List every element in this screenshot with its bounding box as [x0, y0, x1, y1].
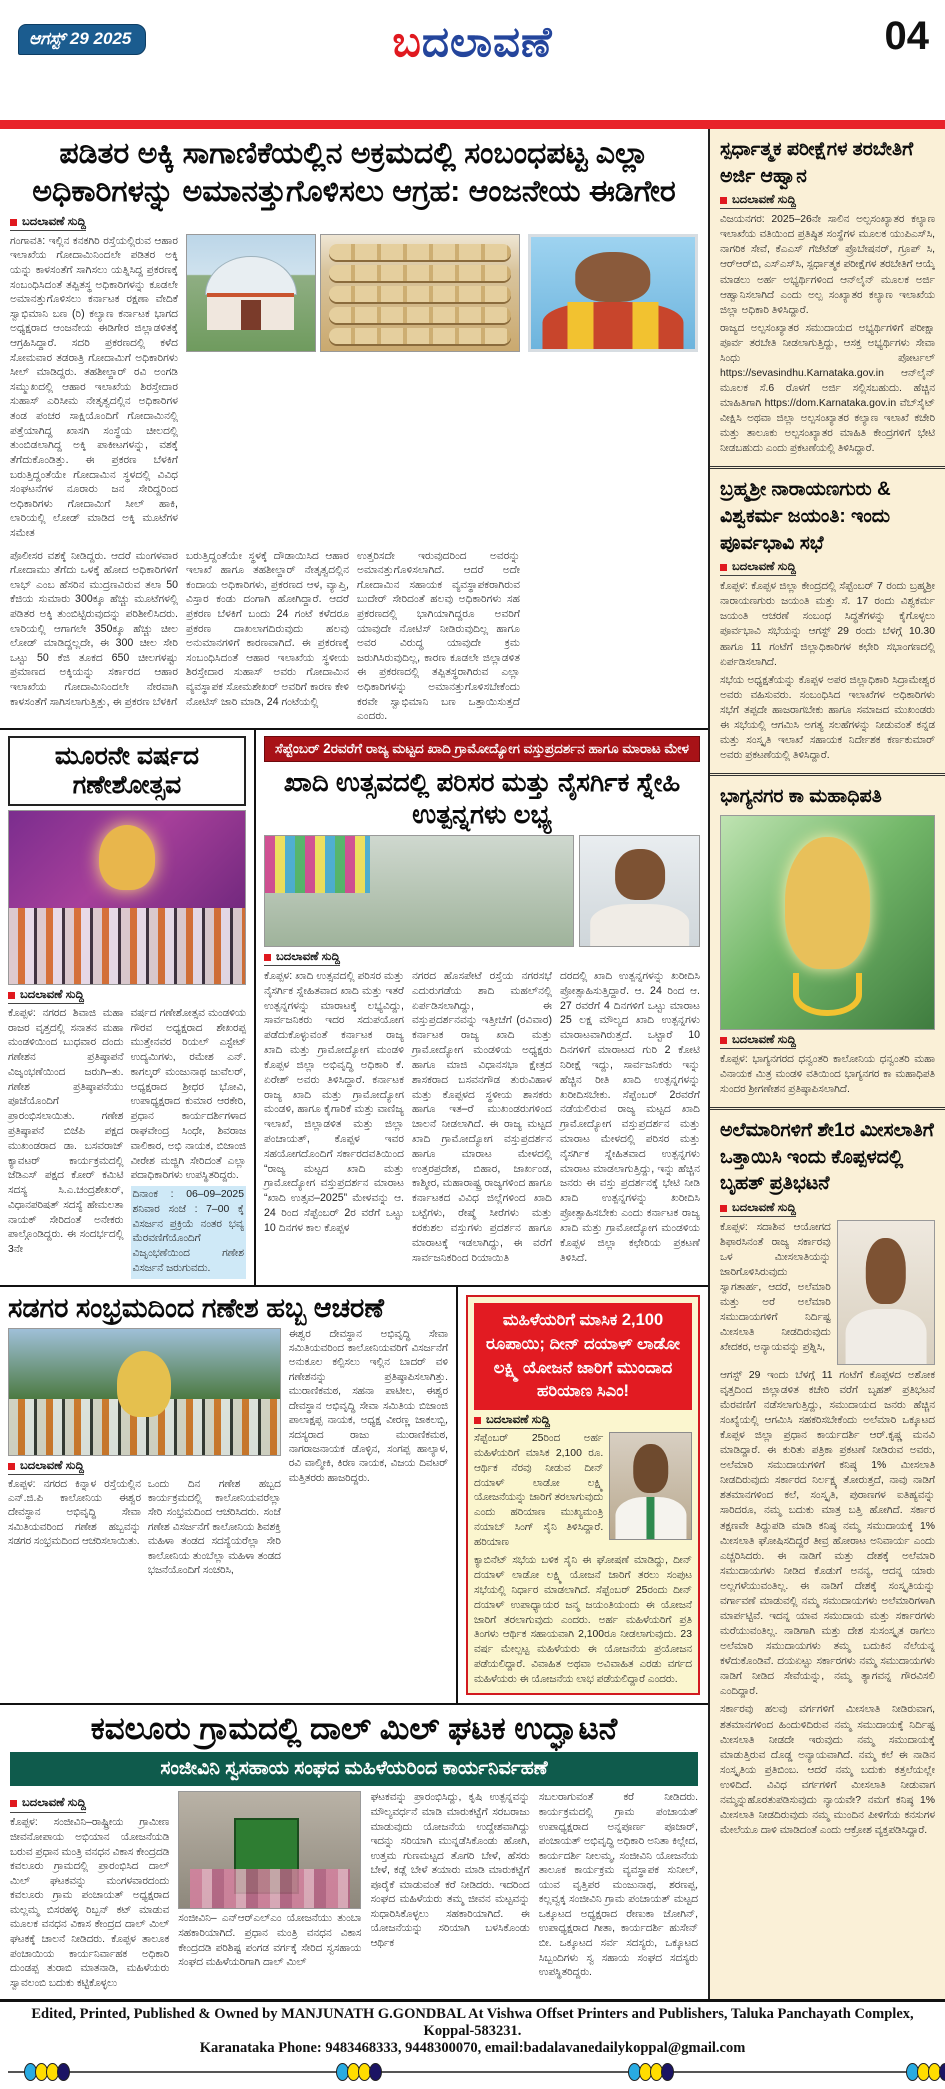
- ladli-headline: ಮಹಿಳೆಯರಿಗೆ ಮಾಸಿಕ 2,100 ರೂಪಾಯಿ; ದೀನ್ ದಯಾಳ್ ಲಾಡೋ ಲಕ್ಷ್ಮಿ ಯೋಜನೆ ಜಾರಿಗೆ ಮುಂದಾದ ಹರಿಯಾಣ ಸಿಎಂ!: [474, 1303, 692, 1411]
- garland-shape: [793, 973, 861, 1016]
- khadi-col-3: ದರದಲ್ಲಿ ಖಾದಿ ಉತ್ಪನ್ನಗಳನ್ನು ಖರೀದಿಸಿ ಪ್ರೋತ್ಸಾಹಿಸುತ್ತಿದ್ದಾರೆ. ಆ. 24 ರಿಂದ ಆ. 27 ರವರೆಗೆ 4 ದಿನಗಳಿಗೆ ಒಟ್ಟು ಮಾರಾಟ 25 ಲಕ್ಷ ಮೌಲ್ಯದ ಖಾದಿ ಉತ್ಪನ್ನಗಳು ಮಾರಾಟವಾಗಿರುತ್ತದೆ. ಒಟ್ಟಾರೆ 10 ದಿನಗಳಿಗೆ ಮಾರಾಟದ ಗುರಿ 2 ಕೋಟಿ ನಿರೀಕ್ಷೆ ಇದ್ದು, ಸಾರ್ವಜನಿಕರು ಇನ್ನು ಹೆಚ್ಚಿನ ರೀತಿ ಖಾದಿ ಉತ್ಪನ್ನಗಳನ್ನು ಖರೀದಿಸಬೇಕು. ಸೆಪ್ಟೆಂಬರ್ 2ರವರೆಗೆ ನಡೆಯಲಿರುವ ರಾಜ್ಯ ಮಟ್ಟದ ಖಾದಿ ಗ್ರಾಮೋದ್ಯೋಗ ವಸ್ತುಪ್ರದರ್ಶನ ಮತ್ತು ಮಾರಾಟ ಮೇಳದಲ್ಲಿ ಪರಿಸರ ಮತ್ತು ನೈಸರ್ಗಿಕ ಸ್ನೇಹಿತವಾದ ಉತ್ಪನ್ನಗಳು ಮಾರಾಟ ಮಾಡಲಾಗುತ್ತಿದ್ದು, ಇನ್ನು ಹೆಚ್ಚಿನ ಜನರು ಈ ವಸ್ತು ಪ್ರದರ್ಶನಕ್ಕೆ ಭೇಟಿ ನೀಡಿ ಖಾದಿ ಉತ್ಪನ್ನಗಳನ್ನು ಖರೀದಿಸಿ ಪ್ರೋತ್ಸಾಹಿಸಬೇಕು ಎಂದು ಕರ್ನಾಟಕ ರಾಜ್ಯ ಖಾದಿ ಮತ್ತು ಗ್ರಾಮೋದ್ಯೋಗ ಮಂಡಳಿಯ ಕೊಪ್ಪಳ ಜಿಲ್ಲಾ ಕಛೇರಿಯ ಪ್ರಕಟಣೆ ತಿಳಿಸಿದೆ.: [560, 969, 700, 1264]
- sadagara-col-2: ಒಂದು ದಿನ ಗಣೇಶ ಹಬ್ಬದ ಕಾರ್ಯಕ್ರಮದಲ್ಲಿ ಕಾಲೋನಿಯವರೆಲ್ಲಾ ಸೇರಿ ಸಂಭ್ರಮದಿಂದ ಆಚರಿಸಿದರು. ಸಂಜೆ ಗಣೇಶ ವಿಸರ್ಜನೆಗೆ ಕಾಲೋನಿಯ ಶಿವಶಕ್ತಿ ಮಹಿಳಾ ತಂಡದ ಸದಸ್ಯೆಯರೆಲ್ಲಾ ಸೇರಿ ಕಾಲೋನಿಯ ತುಂಬೆಲ್ಲಾ ಮಹಿಳಾ ತಂಡದ ಭಜನೆಯೊಂದಿಗೆ ಸಂಚರಿಸಿ,: [147, 1478, 281, 1577]
- dalmill-headline: ಕವಲೂರು ಗ್ರಾಮದಲ್ಲಿ ದಾಲ್ ಮಿಲ್ ಘಟಕ ಉದ್ಘಾಟನೆ: [90, 1711, 618, 1747]
- portrait-body-shape: [590, 904, 690, 947]
- publisher-footer: [0, 1999, 945, 2089]
- khadi-mela-crowd-photo: [264, 835, 574, 947]
- byline: [10, 1795, 86, 1813]
- byline-bullet-icon: [8, 1463, 15, 1470]
- sadagara-headline: ಸಡಗರ ಸಂಭ್ರಮದಿಂದ ಗಣೇಶ ಹಬ್ಬ ಆಚರಣೆ: [8, 1292, 384, 1323]
- lead-col-3: ಬರುತ್ತಿದ್ದಂತೆಯೇ ಸ್ಥಳಕ್ಕೆ ದೌಡಾಯಿಸಿದ ಆಹಾರ ಇಲಾಖೆ ಹಾಗೂ ತಹಶೀಲ್ದಾರ್ ನೇತೃತ್ವದಲ್ಲಿನ ಕಂದಾಯ ಅಧಿಕಾರಿಗಳು, ಪ್ರಕರಣದ ಆಳ, ವ್ಯಾಪ್ತಿ, ವಿಸ್ತಾರ ಕಂಡು ದಂಗಾಗಿ ಹೋಗಿದ್ದಾರೆ. ಆದರೆ ಪ್ರಕರಣ ಬೆಳಕಿಗೆ ಬಂದು 24 ಗಂಟೆ ಕಳೆದರೂ ಪ್ರಕರಣ ದಾಖಲಾಗದಿರುವುದು ಹಲವು ಅನುಮಾನಗಳಿಗೆ ಕಾರಣವಾಗಿದೆ. ಈ ಪ್ರಕರಣಕ್ಕೆ ಸಂಬಂಧಿಸಿದಂತೆ ಆಹಾರ ಇಲಾಖೆಯ ಸ್ಥಳೀಯ ಶಿರಸ್ತೇದಾರ ಸುಹಾಸ್ ಅವರು ಗೋದಾಮಿನ ವ್ಯವಸ್ಥಾಪಕ ಸೋಮಶೇಖರ್ ಅವರಿಗೆ ಕಾರಣ ಕೇಳಿ ನೋಟಿಸ್ ಜಾರಿ ಮಾಡಿ, 24 ಗಂಟೆಯಲ್ಲಿ: [186, 549, 349, 708]
- lead-col-1: ಗಂಗಾವತಿ: ಇಲ್ಲಿನ ಕನಕಗಿರಿ ರಸ್ತೆಯಲ್ಲಿರುವ ಆಹಾರ ಇಲಾಖೆಯ ಗೋದಾಮಿನಿಂದಲೇ ಪಡಿತರ ಅಕ್ಕಿ ಯನ್ನು ಕಾಳಸಂತೆಗೆ ಸಾಗಿಸಲು ಯತ್ನಿಸಿದ್ದ ಪ್ರಕರಣಕ್ಕೆ ಸಂಬಂಧಿಸಿದಂತೆ ತಪ್ಪಿತಸ್ಥ ಅಧಿಕಾರಿಗಳನ್ನು ಕೂಡಲೇ ಅಮಾನತ್ತುಗೊಳಿಸಲು ಕರ್ನಾಟಕ ರಕ್ಷಣಾ ವೇದಿಕೆ ಸ್ವಾಭಿಮಾನಿ ಬಣ (ರಿ) ಕಲ್ಯಾಣ ಕರ್ನಾಟಕ ಭಾಗದ ಅಧ್ಯಕ್ಷರಾದ ಆಂಜನೇಯ ಈಡಿಗೇರ ಜಿಲ್ಲಾಡಳಿತಕ್ಕೆ ಆಗ್ರಹಿಸಿದ್ದಾರೆ. ಸದರಿ ಪ್ರಕರಣದಲ್ಲಿ ಕಳೆದ ಸೋಮವಾರ ತಡರಾತ್ರಿ ಗೋದಾಮಿಗೆ ಅಧಿಕಾರಿಗಳು ಸೀಲ್ ಮಾಡಿದ್ದರು. ತಹಶೀಲ್ದಾರ್ ರವಿ ಅಂಗಡಿ ಸಮ್ಮುಖದಲ್ಲಿ ಆಹಾರ ಇಲಾಖೆಯ ಶಿರಸ್ತೇದಾರ ಸುಹಾಸ್ ಎರಿಸೀಮ ನೇತೃತ್ವದಲ್ಲಿನ ಅಧಿಕಾರಿಗಳ ತಂಡ ಪಂಚರ ಸಾಕ್ಷಿಯೊಂದಿಗೆ ಗೋದಾಮಿನಲ್ಲಿ ಪತ್ತೆಯಾಗಿದ್ದ ಖಾಸಗಿ ಸಂಸ್ಥೆಯ ಚೀಲದಲ್ಲಿ ತುಂಬಿಡಲಾಗಿದ್ದ ಅಕ್ಕಿ ಪಾಕೀಟಗಳನ್ನು, ವಶಕ್ಕೆ ತೆಗೆದುಕೊಂಡಿತ್ತು. ಈ ಪ್ರಕರಣ ಬೆಳಕಿಗೆ ಬರುತ್ತಿದ್ದಂತೆಯೇ ಗೋದಾಮಿನ ಸ್ಥಳದಲ್ಲಿ ವಿವಿಧ ಸಂಘಟನೆಗಳ ನೂರಾರು ಜನ ಸೇರಿದ್ದರಿಂದ ಅಧಿಕಾರಿಗಳು ಗೋದಾಮಿಗೆ ಸೀಲ್ ಹಾಕಿ, ಲಾರಿಯಲ್ಲಿ ಲೋಡ್ ಮಾಡಿದ ಅಕ್ಕಿ ಮೂಟೆಗಳ ಸಮೇತ: [10, 234, 178, 539]
- ganesha-procession-photo: [8, 1328, 281, 1456]
- navy-dot-icon: [57, 2063, 70, 2081]
- publisher-line-1: Edited, Printed, Published & Owned by MANJUNATH G.GONDBAL At Vishwa Offset Printers and Publishers, Taluka Panchayath Complex, Koppal-583231.: [31, 2006, 914, 2040]
- byline: [720, 1034, 796, 1049]
- khadi-photos: [264, 835, 700, 947]
- sidebar-article-jayanti-meeting: [710, 469, 945, 776]
- visarjana-date-highlight: ದಿನಾಂಕ : 06–09–2025 ಶನಿವಾರ ಸಂಜೆ : 7–00 ಕ್ಕೆ ವಿಸರ್ಜನ ಪ್ರಕ್ರಿಯೆ ನಂತರ ಭವ್ಯ ಮೆರವಣಿಗೆಯೊಂದಿಗೆ ವಿಜೃಂಭಣೆಯಿಂದ ಗಣೇಶ ವಿಸರ್ಜನೆ ಜರುಗುವದು.: [131, 1186, 247, 1279]
- byline-label: ಬದಲಾವಣೆ ಸುದ್ದಿ: [732, 1033, 796, 1046]
- navy-dot-icon: [939, 2063, 945, 2081]
- masthead-rest: ದಲಾವಣೆ: [421, 18, 553, 65]
- byline: [720, 561, 796, 576]
- sidebar4-para-1: ಕೊಪ್ಪಳ: ಸದಾಶಿವ ಆಯೋಗದ ಶಿಫಾರಸಿನಂತೆ ರಾಜ್ಯ ಸರ್ಕಾರವು ಒಳ ಮೀಸಲಾತಿಯನ್ನು ಜಾರಿಗೊಳಿಸಿರುವುದು ಸ್ವಾಗತಾರ್ಹ, ಆದರೆ, ಅಲೆಮಾರಿ ಮತ್ತು ಅರೆ ಅಲೆಮಾರಿ ಸಮುದಾಯಗಳಿಗೆ ನಿರ್ದಿಷ್ಟ ಮೀಸಲಾತಿ ನೀಡದಿರುವುದು ಖೇದಕರ, ಅನ್ಯಾಯವನ್ನು ಪ್ರಶ್ನಿಸಿ,: [720, 1221, 831, 1354]
- portrait-head-shape: [575, 252, 650, 301]
- byline-bullet-icon: [474, 1417, 481, 1424]
- page-header: [0, 0, 945, 65]
- khadi-col-1: ಕೊಪ್ಪಳ: ಖಾದಿ ಉತ್ಸವದಲ್ಲಿ ಪರಿಸರ ಮತ್ತು ನೈಸರ್ಗಿಕ ಸ್ನೇಹಿತವಾದ ಖಾದಿ ಮತ್ತು ಇತರೆ ಉತ್ಪನ್ನಗಳನ್ನು ಮಾರಾಟಕ್ಕೆ ಲಭ್ಯವಿದ್ದು, ಸಾರ್ವಜನಿಕರು ಇದರ ಸದುಪಯೋಗ ಪಡೆದುಕೊಳ್ಳುವಂತೆ ಕರ್ನಾಟಕ ರಾಜ್ಯ ಖಾದಿ ಮತ್ತು ಗ್ರಾಮೋದ್ಯೋಗ ಮಂಡಳಿ ಕೊಪ್ಪಳ ಜಿಲ್ಲಾ ಅಭಿವೃದ್ಧಿ ಅಧಿಕಾರಿ ಕೆ. ಏರೇಶ್ ಅವರು ತಿಳಿಸಿದ್ದಾರೆ. ಕರ್ನಾಟಕ ರಾಜ್ಯ ಖಾದಿ ಮತ್ತು ಗ್ರಾಮೋದ್ಯೋಗ ಮಂಡಳಿ, ಹಾಗೂ ಕೈಗಾರಿಕೆ ಮತ್ತು ವಾಣಿಜ್ಯ ಇಲಾಖೆ, ಜಿಲ್ಲಾಡಳಿತ ಮತ್ತು ಜಿಲ್ಲಾ ಪಂಚಾಯತ್, ಕೊಪ್ಪಳ ಇವರ ಸಹಯೋಗದೊಂದಿಗೆ ಸರ್ಕಾರದವತಿಯಿಂದ “ರಾಜ್ಯ ಮಟ್ಟದ ಖಾದಿ ಮತ್ತು ಗ್ರಾಮೋದ್ಯೋಗ ವಸ್ತುಪ್ರದರ್ಶನ ಮಾರಾಟ “ಖಾದಿ ಉತ್ಸವ–2025” ಮೇಳವನ್ನು ಆ. 24 ರಿಂದ ಸೆಪ್ಟೆಂಬರ್ 2ರ ವರೆಗೆ ಒಟ್ಟು 10 ದಿನಗಳ ಕಾಲ ಕೊಪ್ಪಳ: [264, 969, 404, 1234]
- masthead: [0, 18, 945, 67]
- byline-bullet-icon: [720, 197, 727, 204]
- footer-dots-group: [630, 2063, 674, 2081]
- sidebar2-para-1: ಕೊಪ್ಪಳ: ಕೊಪ್ಪಳ ಜಿಲ್ಲಾ ಕೇಂದ್ರದಲ್ಲಿ ಸೆಪ್ಟೆಂಬರ್ 7 ರಂದು ಬ್ರಹ್ಮಶ್ರೀ ನಾರಾಯಣಗುರು ಜಯಂತಿ ಮತ್ತು ಸೆ. 17 ರಂದು ವಿಶ್ವಕರ್ಮ ಜಯಂತಿ ಆಚರಣೆ ಸಂಬಂಧ ಸಿದ್ಧತೆಗಳನ್ನು ಕೈಗೊಳ್ಳಲು ಪೂರ್ವಭಾವಿ ಸಭೆಯನ್ನು ಆಗಸ್ಟ್ 29 ರಂದು ಬೆಳಗ್ಗೆ 10.30 ಹಾಗೂ 11 ಗಂಟೆಗೆ ಜಿಲ್ಲಾಧಿಕಾರಿಗಳ ಕಛೇರಿ ಸಭಾಂಗಣದಲ್ಲಿ ಏರ್ಪಡಿಸಲಾಗಿದೆ.: [720, 581, 935, 668]
- masthead-first-letter: ಬ: [392, 18, 422, 65]
- byline: [8, 1460, 84, 1475]
- sack-row: [329, 328, 511, 344]
- byline-label: ಬದಲಾವಣೆ ಸುದ್ದಿ: [20, 988, 84, 1001]
- haryana-cm-photo: [609, 1432, 692, 1540]
- byline-bullet-icon: [720, 564, 727, 571]
- byline-bullet-icon: [720, 1205, 727, 1212]
- navy-dot-icon: [661, 2063, 674, 2081]
- lead-photos: [186, 234, 520, 541]
- dalmill-subhead-band: ಸಂಜೀವಿನಿ ಸ್ವಸಹಾಯ ಸಂಘದ ಮಹಿಳೆಯರಿಂದ ಕಾರ್ಯನಿರ್ವಹಣೆ: [10, 1752, 698, 1786]
- portrait-body-shape: [845, 1309, 926, 1364]
- ganesha-idol-shape: [99, 825, 156, 891]
- byline-label: ಬದಲಾವಣೆ ಸುದ್ದಿ: [732, 1201, 796, 1214]
- article-lead: [0, 129, 708, 730]
- article-dal-mill: [0, 1705, 708, 1999]
- sack-row: [329, 244, 511, 260]
- warehouse-photo: [186, 234, 316, 352]
- article-ladli-lakshmi: [458, 1287, 708, 1704]
- ganesha-idol-photo: [720, 815, 935, 1030]
- publisher-line-2: Karanataka Phone: 9483468333, 9448300070, email:badalavanedailykoppal@gmail.com: [199, 2040, 746, 2057]
- byline-bullet-icon: [720, 1037, 727, 1044]
- byline-bullet-icon: [10, 219, 17, 226]
- footer-dots-group: [26, 2063, 70, 2081]
- article-sadagara-ganesh: [0, 1287, 458, 1704]
- byline: [720, 1202, 796, 1217]
- warehouse-roof-shape: [205, 256, 297, 295]
- sidebar-headline-2: ಬ್ರಹ್ಮಶ್ರೀ ನಾರಾಯಣಗುರು & ವಿಶ್ವಕರ್ಮ ಜಯಂತಿ: ಇಂದು ಪೂರ್ವಭಾವಿ ಸಭೆ: [720, 479, 891, 554]
- page-number: 04: [884, 14, 929, 58]
- khadi-headline: ಖಾದಿ ಉತ್ಸವದಲ್ಲಿ ಪರಿಸರ ಮತ್ತು ನೈಸರ್ಗಿಕ ಸ್ನೇಹಿ ಉತ್ಪನ್ನಗಳು ಲಭ್ಯ: [283, 766, 681, 829]
- lead-col-2: ಪೊಲೀಸರ ವಶಕ್ಕೆ ನೀಡಿದ್ದರು. ಆದರೆ ಮಂಗಳವಾರ ಗೋದಾಮು ತೆಗೆದು ಒಳಕ್ಕೆ ಹೋದ ಅಧಿಕಾರಿಗಳಿಗೆ ಲಾಭ್ ಎಂಬ ಹೆಸರಿನ ಮುದ್ರಣವಿರುವ ತಲಾ 50 ಕೆಜಿಯ ಸುಮಾರು 300ಕ್ಕೂ ಹೆಚ್ಚು ಮೂಟೆಗಳಲ್ಲಿ ಪಡಿತರ ಅಕ್ಕಿ ತುಂಬಿಟ್ಟಿರುವುದನ್ನು ಪರಿಶೀಲಿಸಿದರು. ಲಾರಿಯಲ್ಲಿ ಆಗಾಗಲೇ 350ಕ್ಕೂ ಹೆಚ್ಚು ಚೀಲ ಲೋಡ್ ಮಾಡಿದ್ದಲ್ಲದೇ, ಈ 300 ಚೀಲ ಸೇರಿ ಒಟ್ಟು 50 ಕೆಜಿ ತೂಕದ 650 ಚೀಲಗಳಷ್ಟು ಪ್ರಮಾಣದ ಅಕ್ಕಿಯನ್ನು ಸರ್ಕಾರದ ಆಹಾರ ಇಲಾಖೆಯ ಗೋದಾಮಿನಿಂದಲೇ ನೇರವಾಗಿ ಕಾಳಸಂತೆಗೆ ಸಾಗಿಸಲಾಗುತ್ತಿತ್ತು, ಈ ಪ್ರಕರಣ ಬೆಳಕಿಗೆ: [10, 549, 178, 708]
- sadagara-col-1: ಕೊಪ್ಪಳ: ನಗರದ ಕಿನ್ನಾಳ ರಸ್ತೆಯಲ್ಲಿನ ಎನ್.ಜಿ.ಪಿ ಕಾಲೋನಿಯ ಈಶ್ವರ ದೇವಸ್ಥಾನ ಅಭಿವೃದ್ಧಿ ಸೇವಾ ಸಮಿತಿಯವರಿಂದ ಗಣೇಶ ಹಬ್ಬವನ್ನು ಸಡಗರ ಸಂಭ್ರಮದಿಂದ ಆಚರಿಸಲಾಯಿತು.: [8, 1478, 141, 1548]
- byline: [8, 989, 84, 1004]
- masthead-red-rule: [0, 120, 945, 129]
- byline: [474, 1414, 550, 1429]
- ganesha-idol-shape: [785, 837, 870, 969]
- dalmill-col-3: ಘಟಕವನ್ನು ಪ್ರಾರಂಭಿಸಿದ್ದು, ಕೃಷಿ ಉತ್ಪನ್ನವನ್ನು ಮೌಲ್ಯವರ್ಧನೆ ಮಾಡಿ ಮಾರುಕಟ್ಟೆಗೆ ಸರಬರಾಜು ಮಾಡುವುದು ಯೋಜನೆಯ ಉದ್ದೇಶವಾಗಿದ್ದು ಇದನ್ನು ಸರಿಯಾಗಿ ಮುನ್ನಡೆಸಿಕೊಂಡು ಹೋಗಿ, ಉತ್ತಮ ಗುಣಮಟ್ಟದ ತೊಗರಿ ಬೇಳೆ, ಹೆಸರು ಬೇಳೆ, ಕಡ್ಲೆ ಬೇಳೆ ತಯಾರು ಮಾಡಿ ಮಾರುಕಟ್ಟೆಗೆ ಪೂರೈಕೆ ಮಾಡುವಂತೆ ಕರೆ ನೀಡಿದರು. ಇದರಿಂದ ಸಂಘದ ಮಹಿಳೆಯರು ತಮ್ಮ ಜೀವನ ಮಟ್ಟವನ್ನು ಸುಧಾರಿಸಿಕೊಳ್ಳಲು ಸಹಕಾರಿಯಾಗಿದೆ. ಈ ಯೋಜನೆಯನ್ನು ಸರಿಯಾಗಿ ಬಳಸಿಕೊಂಡು ಆರ್ಥಿಕ: [370, 1792, 530, 1949]
- rice-sacks-photo: [320, 234, 520, 352]
- khadi-kicker-band: ಸೆಪ್ಟೆಂಬರ್ 2ರವರೆಗೆ ರಾಜ್ಯ ಮಟ್ಟದ ಖಾದಿ ಗ್ರಾಮೋದ್ಯೋಗ ವಸ್ತುಪ್ರದರ್ಶನ ಹಾಗೂ ಮಾರಾಟ ಮೇಳ: [264, 736, 700, 762]
- sidebar1-para-1: ವಿಜಯನಗರ: 2025–26ನೇ ಸಾಲಿನ ಅಲ್ಪಸಂಖ್ಯಾತರ ಕಲ್ಯಾಣ ಇಲಾಖೆಯ ವತಿಯಿಂದ ಪ್ರತಿಷ್ಠಿತ ಸಂಸ್ಥೆಗಳ ಮೂಲಕ ಯುಪಿಎಸ್‌ಸಿ, ನಾಗರಿಕ ಸೇವೆ, ಕೆಎಎಸ್ ಗೆಜೆಟೆಡ್ ಪ್ರೊಬೇಷನರ್, ಗ್ರೂಪ್ ಸಿ, ಆರ್‌ಆರ್‌ಬಿ, ಎಸ್‌ಎಸ್‌ಸಿ, ಸ್ಪರ್ಧಾತ್ಮಕ ಪರೀಕ್ಷೆಗಳ ತರಬೇತಿಗೆ ಆಯ್ಕೆ ಮಾಡಲು ಅರ್ಹ ಅಭ್ಯರ್ಥಿಗಳಿಂದ ಆನ್‌ಲೈನ್ ಮೂಲಕ ಅರ್ಜಿ ಆಹ್ವಾನಿಸಲಾಗಿದೆ ಎಂದು ಅಲ್ಪ ಸಂಖ್ಯಾತರ ಕಲ್ಯಾಣ ಇಲಾಖೆಯ ಜಿಲ್ಲಾ ಅಧಿಕಾರಿ ತಿಳಿಸಿದ್ದಾರೆ.: [720, 214, 935, 316]
- ganeshotsava-col-2: [131, 1007, 247, 1279]
- lead-headline: ಪಡಿತರ ಅಕ್ಕಿ ಸಾಗಾಣಿಕೆಯಲ್ಲಿನ ಅಕ್ರಮದಲ್ಲಿ ಸಂಬಂಧಪಟ್ಟ ಎಲ್ಲಾ ಅಧಿಕಾರಿಗಳನ್ನು ಅಮಾನತ್ತುಗೊಳಿಸಲು ಆಗ್ರಹ: ಆಂಜನೇಯ ಈಡಿಗೇರ: [32, 137, 676, 209]
- byline-label: ಬದಲಾವಣೆ ಸುದ್ದಿ: [732, 561, 796, 574]
- sidebar2-para-2: ಸಭೆಯ ಅಧ್ಯಕ್ಷತೆಯನ್ನು ಕೊಪ್ಪಳ ಅಪರ ಜಿಲ್ಲಾಧಿಕಾರಿ ಸಿದ್ರಾಮೇಶ್ವರ ಅವರು ವಹಿಸುವರು. ಸಂಬಂಧಿಸಿದ ಇಲಾಖೆಗಳ ಅಧಿಕಾರಿಗಳು ಸಭೆಗೆ ತಪ್ಪದೇ ಹಾಜರಾಗಬೇಕು ಹಾಗೂ ಸಮಾಜದ ಮುಖಂಡರು ಈ ಸಭೆಯಲ್ಲಿ ಆಗಮಿಸಿ ಅಗತ್ಯ ಸಲಹೆಗಳನ್ನು ನೀಡುವಂತೆ ಕನ್ನಡ ಮತ್ತು ಸಂಸ್ಕೃತಿ ಇಲಾಖೆ ಸಹಾಯಕ ನಿರ್ದೇಶಕ ಕರ್ಣಕುಮಾರ್ ಅವರು ಪ್ರಕಟಣೆಯಲ್ಲಿ ತಿಳಿಸಿದ್ದಾರೆ.: [720, 674, 935, 762]
- byline-label: ಬದಲಾವಣೆ ಸುದ್ದಿ: [20, 1459, 84, 1472]
- dalmill-col-4: ಸಬಲರಾಗುವಂತೆ ಕರೆ ನೀಡಿದರು. ಕಾರ್ಯಕ್ರಮದಲ್ಲಿ ಗ್ರಾಮ ಪಂಚಾಯತ್ ಉಪಾಧ್ಯಕ್ಷರಾದ ಅನ್ನಪೂರ್ಣ ಪೂಜಾರ್, ಪಂಚಾಯತ್ ಅಭಿವೃದ್ಧಿ ಅಧಿಕಾರಿ ಅನಿತಾ ಕಿಲ್ಲೇದ, ಕಾರ್ಯದರ್ಶಿ ನೀಲಮ್ಮ, ಸಂಜೀವಿನಿ ಯೋಜನೆಯ ತಾಲೂಕ ಕಾರ್ಯಕ್ರಮ ವ್ಯವಸ್ಥಾಪಕ ಸುನೀಲ್, ಯುವ ವೃತ್ತಿಪರ ಮಂಜುನಾಥ, ಶರಣಪ್ಪ, ಕಲ್ಲವ್ವಕ್ಕ ಸಂಜೀವಿನಿ ಗ್ರಾಮ ಪಂಚಾಯತ್ ಮಟ್ಟದ ಒಕ್ಕೂಟದ ಅಧ್ಯಕ್ಷರಾದ ರೇಣುಕಾ ಜೋಗಿನ್, ಉಪಾಧ್ಯಕ್ಷರಾದ ಗೀತಾ, ಕಾರ್ಯದರ್ಶಿ ಹುಸೇನ್ ಬೀ. ಒಕ್ಕೂಟದ ಸರ್ವ ಸದಸ್ಯರು, ಒಕ್ಕೂಟದ ಸಿಬ್ಬಂದಿಗಳು ಸ್ವ ಸಹಾಯ ಸಂಘದ ಸದಸ್ಯರು ಉಪಸ್ಥಿತರಿದ್ದರು.: [538, 1792, 698, 1979]
- sidebar3-body: ಕೊಪ್ಪಳ: ಭಾಗ್ಯನಗರದ ಧನ್ವಂತರಿ ಕಾಲೋನಿಯ ಧನ್ವಂತರಿ ಮಹಾ ವಿನಾಯಕ ಮಿತ್ರ ಮಂಡಳಿ ವತಿಯಿಂದ ಭಾಗ್ಯನಗರ ಕಾ ಮಹಾಧಿಪತಿ ಸುಂದರ ಶ್ರೀಗಣೇಶನ ಪ್ರತಿಷ್ಠಾಪಿಸಲಾಗಿದೆ.: [720, 1053, 935, 1095]
- portrait-head-shape: [615, 849, 665, 900]
- portrait-head-shape: [866, 1238, 906, 1304]
- portrait-shawl-shape: [542, 302, 683, 352]
- lead-col-4: ಉತ್ತರಿಸದೇ ಇರುವುದರಿಂದ ಅವರನ್ನು ಅಮಾನತ್ತುಗೊಳಿಸಲಾಗಿದೆ. ಆದರೆ ಅದೇ ಗೋದಾಮಿನ ಸಹಾಯಕ ವ್ಯವಸ್ಥಾಪಕರಾಗಿರುವ ಬುದೇರ್ ಸೇರಿದಂತೆ ಹಲವು ಅಧಿಕಾರಿಗಳು ಸಹ ಪ್ರಕರಣದಲ್ಲಿ ಭಾಗಿಯಾಗಿದ್ದರೂ ಅವರಿಗೆ ಯಾವುದೇ ನೋಟಿಸ್ ನೀಡಿರುವುದಿಲ್ಲ ಹಾಗೂ ಅವರ ವಿರುದ್ಧ ಯಾವುದೇ ಕ್ರಮ ಜರುಗಿಸಿರುವುದಿಲ್ಲ, ಕಾರಣ ಕೂಡಲೇ ಜಿಲ್ಲಾಡಳಿತ ಈ ಪ್ರಕರಣದಲ್ಲಿ ತಪ್ಪಿತಸ್ಥರಾಗಿರುವ ಎಲ್ಲಾ ಅಧಿಕಾರಿಗಳನ್ನು ಅಮಾನತ್ತುಗೊಳಿಸಬೇಕೆಂದು ಕರವೇ ಸ್ವಾಭಿಮಾನಿ ಬಣ ಒತ್ತಾಯಿಸುತ್ತದೆ ಎಂದರು.: [357, 549, 520, 723]
- article-khadi-utsav: [256, 730, 708, 1285]
- footer-dot-rule: [8, 2061, 937, 2087]
- protest-leader-portrait-photo: [837, 1220, 935, 1365]
- dal-mill-inauguration-photo: [178, 1791, 361, 1909]
- ganeshotsava-group-photo: [8, 810, 246, 985]
- ganeshotsava-headline: ಮೂರನೇ ವರ್ಷದ ಗಣೇಶೋತ್ಸವ: [8, 736, 246, 806]
- ladli-para-2: ಕ್ಯಾಬಿನೆಟ್ ಸಭೆಯ ಬಳಿಕ ಸೈನಿ ಈ ಘೋಷಣೆ ಮಾಡಿದ್ದು, ದೀನ್ ದಯಾಳ್ ಲಾಡೋ ಲಕ್ಷ್ಮಿ ಯೋಜನೆ ಜಾರಿಗೆ ತರಲು ಸಂಪುಟ ಸಭೆಯಲ್ಲಿ ನಿರ್ಧಾರ ಮಾಡಲಾಗಿದೆ. ಸೆಪ್ಟೆಂಬರ್ 25ರಂದು ದೀನ್ ದಯಾಳ್ ಉಪಾಧ್ಯಾಯರ ಜನ್ಮ ಜಯಂತಿಯಂದು ಈ ಯೋಜನೆ ಜಾರಿಗೆ ತರಲಾಗುವುದು ಎಂದರು. ಅರ್ಹ ಮಹಿಳೆಯರಿಗೆ ಪ್ರತಿ ತಿಂಗಳು ಆರ್ಥಿಕ ಸಹಾಯವಾಗಿ 2,100ರೂ ನೀಡಲಾಗುವುದು. 23 ವರ್ಷ ಮೇಲ್ಪಟ್ಟ ಮಹಿಳೆಯರು ಈ ಯೋಜನೆಯ ಪ್ರಯೋಜನ ಪಡೆಯಲಿದ್ದಾರೆ. ವಿವಾಹಿತ ಅಥವಾ ಅವಿವಾಹಿತ ಎರಡು ವರ್ಗದ ಮಹಿಳೆಯರು ಈ ಯೋಜನೆಯ ಲಾಭ ಪಡೆಯಲಿದ್ದಾರೆ ಎಂದರು.: [474, 1555, 692, 1685]
- sidebar4-para-3: ಸರ್ಕಾರವು ಹಲವು ವರ್ಗಗಳಿಗೆ ಮೀಸಲಾತಿ ನೀಡಿರುವಾಗ, ಶತಮಾನಗಳಿಂದ ಹಿಂದುಳಿದಿರುವ ನಮ್ಮ ಸಮುದಾಯಕ್ಕೆ ನಿರ್ದಿಷ್ಟ ಮೀಸಲಾತಿ ನೀಡದೇ ಇರುವುದು ನಮ್ಮ ಸಮುದಾಯಕ್ಕೆ ಮಾಡುತ್ತಿರುವ ದೊಡ್ಡ ಅನ್ಯಾಯವಾಗಿದೆ. ನಮ್ಮ ಕಲೆ ಈ ನಾಡಿನ ಸಂಸ್ಕೃತಿಯ ಪ್ರತಿಬಿಂಬ. ಆದರೆ ನಮ್ಮ ಬದುಕು ಕತ್ತಲೆಯಲ್ಲೇ ಉಳಿದಿದೆ. ವಿವಿಧ ವರ್ಗಗಳಿಗೆ ಮೀಸಲಾತಿ ನೀಡುವಾಗ ನಮ್ಮನ್ನುಹೊರತುಪಡಿಸುವುದು ನ್ಯಾಯವೇ? ನಮಗೆ ಕನಿಷ್ಠ 1% ಮೀಸಲಾತಿ ನೀಡದಿರುವುದು ನಮ್ಮ ಮುಂದಿನ ಪೀಳಿಗೆಯ ಕನಸುಗಳ ಮೇಲೆಯೂ ದಾಳಿ ಮಾಡಿದಂತೆ ಎಂದು ಆಕ್ರೋಶ ವ್ಯಕ್ತಪಡಿಸಿದ್ದಾರೆ.: [720, 1704, 935, 1837]
- date-badge: ಆಗಸ್ಟ್ 29 2025: [18, 24, 146, 55]
- ganeshotsava-col-1: ಕೊಪ್ಪಳ: ನಗರದ ಶಿವಾಜಿ ಮಹಾ ರಾಜರ ವೃತ್ತದಲ್ಲಿ ಸನಾತನ ಮಹಾ ಮಂಡಳಿಯಿಂದ ಬುಧವಾರ ದಂದು ಗಣೇಶನ ಪ್ರತಿಷ್ಠಾಪನೆ ವಿಜೃಂಭಣೆಯಿಂದ ಜರುಗಿ–ತು. ಗಣೇಶ ಪ್ರತಿಷ್ಠಾಪನೆಯು ಪೂಜೆಯೊಂದಿಗೆ ಪ್ರಾರಂಭಿಸಲಾಯಿತು. ಗಣೇಶ ಪ್ರತಿಷ್ಠಾಪನೆ ಬಿಜೆಪಿ ಪಕ್ಷದ ಮುಖಂಡರಾದ ಡಾ. ಬಸವರಾಜ್ ಕ್ಯಾವಟರ್ ಕಾರ್ಯಕ್ರಮದಲ್ಲಿ ಜೆಡಿಎಸ್ ಪಕ್ಷದ ಕೋರ್ ಕಮಿಟಿ ಸದಸ್ಯ ಸಿ.ಎ.ಚಂದ್ರಶೇಖರ್, ವಿಧಾನಪರಿಷತ್ ಸದಸ್ಯೆ ಹೇಮಲತಾ ನಾಯಕ್ ಸೇರಿದಂತೆ ಅನೇಕರು ಪಾಲ್ಗೊಂಡಿದ್ದರು. ಈ ಸಂದರ್ಭದಲ್ಲಿ 3ನೇ: [8, 1007, 124, 1256]
- portrait-head-shape: [633, 1444, 669, 1493]
- ladli-para-1: ಸೆಪ್ಟೆಂಬರ್ 25ರಿಂದ ಅರ್ಹ ಮಹಿಳೆಯರಿಗೆ ಮಾಸಿಕ 2,100 ರೂ. ಆರ್ಥಿಕ ನೆರವು ನೀಡುವ ದೀನ್ ದಯಾಳ್ ಲಾಡೋ ಲಕ್ಷ್ಮಿ ಯೋಜನೆಯನ್ನು ಜಾರಿಗೆ ತರಲಾಗುವುದು ಎಂದು ಹರಿಯಾಣ ಮುಖ್ಯಮಂತ್ರಿ ನಯಾಬ್ ಸಿಂಗ್ ಸೈನಿ ತಿಳಿಸಿದ್ದಾರೆ. ಹರಿಯಾಣ: [474, 1433, 604, 1548]
- sidebar1-para-2: ರಾಜ್ಯದ ಅಲ್ಪಸಂಖ್ಯಾತರ ಸಮುದಾಯದ ಅಭ್ಯರ್ಥಿಗಳಿಗೆ ಪರೀಕ್ಷಾ ಪೂರ್ವ ತರಬೇತಿ ನೀಡಲಾಗುತ್ತಿದ್ದು, ಆಸಕ್ತ ಅಭ್ಯರ್ಥಿಗಳು ಸೇವಾ ಸಿಂಧು ಪೋರ್ಟಲ್ https://sevasindhu.Karnataka.gov.in ಆನ್‌ಲೈನ್ ಮೂಲಕ ಸೆ.6 ರೊಳಗೆ ಅರ್ಜಿ ಸಲ್ಲಿಸಬಹುದು. ಹೆಚ್ಚಿನ ಮಾಹಿತಿಗಾಗಿ https://dom.Karnataka.gov.in ವೆಬ್‌ಸೈಟ್ ವೀಕ್ಷಿಸಿ ಅಥವಾ ಜಿಲ್ಲಾ ಅಲ್ಪಸಂಖ್ಯಾತರ ಕಲ್ಯಾಣ ಇಲಾಖೆ ಕಚೇರಿ ಮತ್ತು ತಾಲೂಕು ಅಲ್ಪಸಂಖ್ಯಾತರ ಮಾಹಿತಿ ಕೇಂದ್ರಗಳಿಗೆ ಭೇಟಿ ನೀಡಬಹುದು ಎಂದು ಪ್ರಕಟಣೆಯಲ್ಲಿ ತಿಳಿಸಿದ್ದಾರೆ.: [720, 322, 935, 455]
- ganeshotsava-col-2-text: ವರ್ಷದ ಗಣೇಶೋತ್ಸವ ಮಂಡಳಿಯ ಗೌರವ ಅಧ್ಯಕ್ಷರಾದ ಶೇಖರಪ್ಪ ಮುತ್ತೇನವರ ರಿಯಲ್ ಎಸ್ಟೇಟ್ ಉದ್ಯಮಿಗಳು, ರಮೇಶ ಎನ್. ಕಾಗಲ್ಕರ್ ಮಂಜುನಾಥ ಜುವೆಲರ್, ಅಧ್ಯಕ್ಷರಾದ ಶ್ರೀಧರ ಭೋವಿ, ಉಪಾಧ್ಯಕ್ಷರಾದ ಕುಮಾರ ಆರಕೇರಿ, ಪ್ರಧಾನ ಕಾರ್ಯದರ್ಶಿಗಳಾದ ರಾಘವೇಂದ್ರ ಸಿಂಧೇ, ಶಿವರಾಜ ವಾಲಿಕಾರ, ಅಭಿ ನಾಯಕ, ಬಿಜಾಂಜಿ ವೀರೇಶ ಮಜ್ಜಿಗಿ ಸೇರಿದಂತೆ ಎಲ್ಲಾ ಪದಾಧಿಕಾರಿಗಳು ಉಪಸ್ಥಿತರಿದ್ದರು.: [130, 1007, 246, 1182]
- sack-row: [329, 307, 511, 323]
- sidebar-headline-4: ಅಲೆಮಾರಿಗಳಿಗೆ ಶೇ1ರ ಮೀಸಲಾತಿಗೆ ಒತ್ತಾಯಿಸಿ ಇಂದು ಕೊಪ್ಪಳದಲ್ಲಿ ಬೃಹತ್ ಪ್ರತಿಭಟನೆ: [720, 1119, 934, 1195]
- byline-bullet-icon: [8, 992, 15, 999]
- byline-label: ಬದಲಾವಣೆ ಸುದ್ದಿ: [486, 1414, 550, 1427]
- byline: [264, 951, 340, 966]
- sidebar-article-alemari-protest: [710, 1110, 945, 1999]
- sidebar-article-exam-training: [710, 129, 945, 469]
- sack-row: [329, 286, 511, 302]
- byline-bullet-icon: [10, 1800, 17, 1807]
- byline-label: ಬದಲಾವಣೆ ಸುದ್ದಿ: [22, 1797, 86, 1810]
- article-ganeshotsava: [0, 730, 256, 1285]
- sidebar-headline-3: ಭಾಗ್ಯನಗರ ಕಾ ಮಹಾಧಿಪತಿ: [720, 786, 882, 808]
- khadi-col-2: ನಗರದ ಹೊಸಪೇಟೆ ರಸ್ತೆಯ ನಗರಸಭೆ ಎದುರುಗಡೆಯ ಶಾದಿ ಮಹಲ್‌ನಲ್ಲಿ ಏರ್ಪಡಿಸಲಾಗಿದ್ದು, ಈ ವಸ್ತುಪ್ರದರ್ಶನವನ್ನು ಇತ್ತೀಚೆಗೆ (ರವಿವಾರ) ಕರ್ನಾಟಕ ರಾಜ್ಯ ಖಾದಿ ಮತ್ತು ಗ್ರಾಮೋದ್ಯೋಗ ಮಂಡಳಿಯ ಅಧ್ಯಕ್ಷರು ಹಾಗೂ ಮಾಜಿ ವಿಧಾನಸಭಾ ಕ್ಷೇತ್ರದ ಶಾಸಕರಾದ ಬಸವನಗೌಡ ತುರುವಿಹಾಳ ಮತ್ತು ಕೊಪ್ಪಳದ ಸ್ಥಳೀಯ ಶಾಸಕರು ಹಾಗೂ ಇತ–ರೆ ಮುಖಂಡರುಗಳಿಂದ ಚಾಲನೆ ನೀಡಲಾಗಿದೆ. ಈ ರಾಜ್ಯ ಮಟ್ಟದ ಖಾದಿ ಗ್ರಾಮೋದ್ಯೋಗ ವಸ್ತುಪ್ರದರ್ಶನ ಹಾಗೂ ಮಾರಾಟ ಮೇಳದಲ್ಲಿ ಉತ್ತರಪ್ರದೇಶ, ಬಿಹಾರ, ಜಾರ್ಖಂಡ, ಕಾಶ್ಮೀರ, ಮಹಾರಾಷ್ಟ್ರ ರಾಜ್ಯಗಳಿಂದ ಹಾಗೂ ಕರ್ನಾಟಕದ ವಿವಿಧ ಜಿಲ್ಲೆಗಳಿಂದ ಖಾದಿ ಬಟ್ಟೆಗಳು, ರೇಷ್ಮೆ ಸೀರೆಗಳು ಮತ್ತು ಕರಕುಶಲ ವಸ್ತುಗಳು ಪ್ರದರ್ಶನ ಹಾಗೂ ಮಾರಾಟಕ್ಕೆ ಇಡಲಾಗಿದ್ದು, ಈ ವರೆಗೆ ಸಾರ್ವಜನಿಕರಿಂದ ರಿಯಾಯಿತಿ: [412, 969, 552, 1264]
- dalmill-col-1: ಕೊಪ್ಪಳ: ಸಂಜೀವಿನಿ–ರಾಷ್ಟ್ರೀಯ ಗ್ರಾಮೀಣ ಜೀವನೋಪಾಯ ಅಭಿಯಾನ ಯೋಜನೆಯಡಿ ಬರುವ ಪ್ರಧಾನ ಮಂತ್ರಿ ವನಧನ ವಿಕಾಸ ಕೇಂದ್ರದಡಿ ಕವಲೂರು ಗ್ರಾಮದಲ್ಲಿ ಪ್ರಾರಂಭಿಸಿದ ದಾಲ್ ಮಿಲ್ ಘಟಕವನ್ನು ಮಂಗಳವಾರದಂದು ಕವಲೂರು ಗ್ರಾಮ ಪಂಚಾಯತ್ ಅಧ್ಯಕ್ಷರಾದ ಮಲ್ಲಮ್ಮ ಬಿಸರಹಳ್ಳಿ ರಿಬ್ಬನ್ ಕಟ್ ಮಾಡುವ ಮೂಲಕ ವನಧನ ವಿಕಾಸ ಕೇಂದ್ರದ ದಾಲ್ ಮಿಲ್ ಘಟಕಕ್ಕೆ ಚಾಲನೆ ನೀಡಿದರು. ಕೊಪ್ಪಳ ತಾಲೂಕ ಪಂಚಾಯಿಯ ಕಾರ್ಯನಿರ್ವಾಹಕ ಅಧಿಕಾರಿ ದುಂಡಪ್ಪ ತುರಾಬಿ ಮಾತನಾಡಿ, ಮಹಿಳೆಯರು ಸ್ವಾವಲಂಬಿ ಬದುಕು ಕಟ್ಟಿಕೊಳ್ಳಲು: [10, 1817, 170, 1989]
- footer-dots-group: [338, 2063, 382, 2081]
- warehouse-door-shape: [241, 300, 261, 330]
- right-sidebar: [708, 129, 945, 1999]
- byline-label: ಬದಲಾವಣೆ ಸುದ್ದಿ: [276, 950, 340, 963]
- byline-bullet-icon: [264, 954, 271, 961]
- byline: [720, 194, 796, 209]
- dalmill-col-2: ಸಂಜೀವಿನಿ– ಎನ್‌ಆರ್‌ಎಲ್‌ಎಂ ಯೋಜನೆಯು ತುಂಬಾ ಸಹಕಾರಿಯಾಗಿದೆ. ಪ್ರಧಾನ ಮಂತ್ರಿ ವನಧನ ವಿಕಾಸ ಕೇಂದ್ರದಡಿ ಪರಿಶಿಷ್ಟ ಪಂಗಡ ವರ್ಗಕ್ಕೆ ಸೇರಿದ ಸ್ವಸಹಾಯ ಸಂಘದ ಮಹಿಳೆಯರಿಗಾಗಿ ದಾಲ್ ಮಿಲ್: [178, 1913, 362, 1969]
- byline: [10, 216, 86, 231]
- ganesha-idol-shape: [117, 1351, 171, 1417]
- navy-dot-icon: [369, 2063, 382, 2081]
- footer-dots-group: [908, 2063, 945, 2081]
- sadagara-col-3: ಈಶ್ವರ ದೇವಸ್ಥಾನ ಅಭಿವೃದ್ಧಿ ಸೇವಾ ಸಮಿತಿಯವರಿಂದ ಕಾಲೋನಿಯವರಿಗೆ ವಿಸರ್ಜನೆಗೆ ಅನುಕೂಲ ಕಲ್ಪಿಸಲು ಇಲ್ಲಿನ ಬಾದರ್ ವಳಿ ಗಣೇಶನನ್ನು ಪ್ರತಿಷ್ಠಾಪಿಸಲಾಗಿತ್ತು. ಮುರಾಣಿಕಮಠ, ಸಹನಾ ಪಾಟೀಲ, ಈಶ್ವರ ದೇವಸ್ಥಾನ ಅಭಿವೃದ್ಧಿ ಸೇವಾ ಸಮಿತಿಯ ಬಿಜಾಂಜಿ ಪಾಲಾಕ್ಷಪ್ಪ ನಾಯಕ, ಅಧ್ಯಕ್ಷ ವೀರಣ್ಣ ಜಾಕಲಬ್ಬಿ, ಸದಸ್ಯರಾದ ರಾಜು ಮುರಾಣಿಕಮಠ, ನಾಗರಾಜನಾಯಕ ಡೊಳ್ಳಿನ, ಸಂಗಪ್ಪ ಹಾಲ್ಯಾಳ, ರವಿ ವಾಲ್ಮೀಕಿ, ಕಿರಣ ನಾಯಕ, ವಿಜಯ ದಿವಟರ್ ಮತ್ತಿತರರು ಹಾಜರಿದ್ದರು.: [288, 1328, 448, 1484]
- footer-rule: [8, 2071, 937, 2073]
- sidebar-article-bhagyanagar-ganesha: [710, 776, 945, 1110]
- byline-label: ಬದಲಾವಣೆ ಸುದ್ದಿ: [22, 215, 86, 228]
- anjaneya-portrait-photo: [528, 234, 698, 352]
- sidebar-headline-1: ಸ್ಪರ್ಧಾತ್ಮಕ ಪರೀಕ್ಷೆಗಳ ತರಬೇತಿಗೆ ಅರ್ಜಿ ಆಹ್ವಾನ: [720, 139, 914, 187]
- sack-row: [329, 265, 511, 281]
- sidebar4-para-2: ಆಗಸ್ಟ್ 29 ಇಂದು ಬೆಳಗ್ಗೆ 11 ಗಂಟೆಗೆ ಕೊಪ್ಪಳದ ಅಶೋಕ ವೃತ್ತದಿಂದ ಜಿಲ್ಲಾಡಳಿತ ಕಚೇರಿ ವರೆಗೆ ಬೃಹತ್ ಪ್ರತಿಭಟನೆ ಮೆರವಣಿಗೆ ನಡೆಸಲಾಗುತ್ತಿದ್ದು, ಸಮುದಾಯದ ಜನರು ಹೆಚ್ಚಿನ ಸಂಖ್ಯೆಯಲ್ಲಿ ಆಗಮಿಸಿ ಸಹಕರಿಸಬೇಕೆಂದು ಅಲೆಮಾರಿ ಒಕ್ಕೂಟದ ಕೊಪ್ಪಳ ಜಿಲ್ಲಾ ಪ್ರಧಾನ ಕಾರ್ಯದರ್ಶಿ ಆರ್.ಕೃಷ್ಣ ಮನವಿ ಮಾಡಿದ್ದಾರೆ. ಈ ಕುರಿತು ಪತ್ರಿಕಾ ಪ್ರಕಟಣೆ ನೀಡಿರುವ ಅವರು, ಅಲೆಮಾರಿ ಸಮುದಾಯಗಳಿಗೆ ಕನಿಷ್ಠ 1% ಮೀಸಲಾತಿ ನೀಡದಿರುವುದು ಸರ್ಕಾರದ ನಿರ್ಲಕ್ಷ್ಯ ತೋರುತ್ತದೆ, ನಾವು ನಾಡಿಗೆ ಶತಮಾನಗಳಿಂದ ಕಲೆ, ಸಂಸ್ಕೃತಿ, ಪುರಾಣಗಳ ಐತಿಹ್ಯವನ್ನು ಸಾರಿದರೂ, ನಮ್ಮ ಬದುಕು ಮಾತ್ರ ಬತ್ತಿ ಹೋಗಿದೆ. ಸರ್ಕಾರ ತಕ್ಷಣವೇ ತಿದ್ದುಪಡಿ ಮಾಡಿ ಕನಿಷ್ಠ ನಮ್ಮ ಸಮುದಾಯಕ್ಕೆ 1% ಮೀಸಲಾತಿ ಘೋಷಿಸದಿದ್ದರೆ ತೀವ್ರ ಹೋರಾಟ ಅನಿವಾರ್ಯ ಎಂದು ಎಚ್ಚರಿಸಿದರು. ಈ ನಾಡಿಗೆ ಮತ್ತು ದೇಶಕ್ಕೆ ಅಲೆಮಾರಿ ಸಮುದಾಯಗಳು ನೀಡಿದ ಕೊಡುಗೆ ಅನನ್ಯ, ಆದನ್ನ ಯಾರು ಅಲ್ಲಗಳೆಯುವಂತಿಲ್ಲ. ಈ ನಾಡಿಗೆ ದೇಶಕ್ಕೆ ಸಂಸ್ಕೃತಿಯನ್ನು ವರ್ಗಾವಣೆ ಮಾಡುವಲ್ಲಿ ನಮ್ಮ ಸಮುದಾಯಗಳು ಅಲೆಮಾರಿಗಳಾಗಿ ಮಾರ್ಪಟ್ಟಿವೆ. ಇದನ್ನ ಯಾವ ಸಮುದಾಯ ಮತ್ತು ಸರ್ಕಾರಗಳು ಮರೆಯುವಂತಿಲ್ಲ. ನಾಡಿಗಾಗಿ ಮತ್ತು ದೇಶ ಸುಸಂಸ್ಕೃತ ರಾಗಲು ಅಲೆಮಾರಿ ಸಮುದಾಯಗಳು ತಮ್ಮ ಬದುಕಿನ ನೆಲೆಯನ್ನ ಕಳೆದುಕೊಂಡಿವೆ. ದಯಏಟ್ಟು ಸರ್ಕಾರಗಳು ನಮ್ಮ ಸಮುದಾಯಗಳು ನಾಡಿಗೆ ನೀಡಿದ ಸೇವೆಯನ್ನು, ನಮ್ಮ ತ್ಯಾಗವನ್ನ ಗೌರವಿಸಲಿ ಎಂದಿದ್ದಾರೆ.: [720, 1369, 935, 1698]
- byline-label: ಬದಲಾವಣೆ ಸುದ್ದಿ: [732, 194, 796, 207]
- portrait-body-shape: [615, 1497, 686, 1540]
- official-portrait-photo: [579, 835, 700, 947]
